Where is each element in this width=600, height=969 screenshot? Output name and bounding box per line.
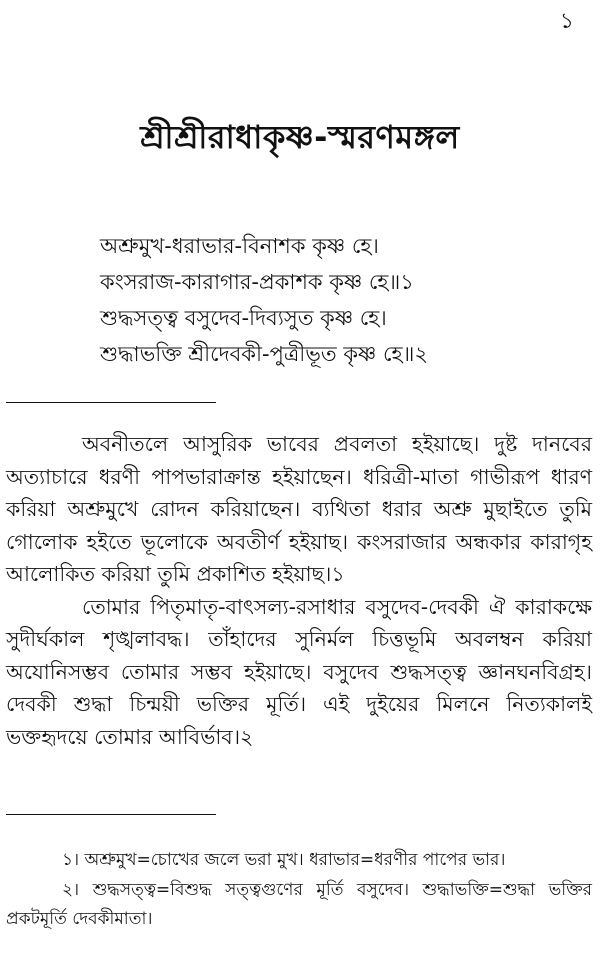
verse-line-2: কংসরাজ-কারাগার-প্রকাশক কৃষ্ণ হে॥১ — [100, 270, 414, 294]
footnote-divider — [6, 814, 216, 815]
page-title: শ্রীশ্রীরাধাকৃষ্ণ-স্মরণমঙ্গল — [140, 118, 460, 156]
footnote-2: ২। শুদ্ধসত্ত্ব=বিশুদ্ধ সত্ত্বগুণের মূর্তি বসুদেব। শুদ্ধাভক্তি=শুদ্ধা ভক্তির প্রকটমূর্তি দেবকীমাতা। — [6, 879, 592, 929]
footnotes — [6, 846, 592, 935]
commentary-paragraph-1: অবনীতলে আসুরিক ভাবের প্রবলতা হইয়াছে। দুষ্ট দানবের অত্যাচারে ধরণী পাপভারাক্রান্ত হইয়াছেন। ধরিত্রী-মাতা গাভীরূপ ধারণ করিয়া অশ্রুমুখে রোদন করিয়াছেন। ব্যথিতা ধরার অশ্রু মুছাইতে তুমি গোলোক হইতে ভূলোকে অবতীর্ণ হইয়াছ। কংসরাজার অন্ধকার কারাগৃহ আলোকিত করিয়া তুমি প্রকাশিত হইয়াছ।১ — [6, 432, 592, 586]
verse-line-1: অশ্রুমুখ-ধরাভার-বিনাশক কৃষ্ণ হে। — [100, 234, 379, 258]
verse-line-3: শুদ্ধসত্ত্ব বসুদেব-দিব্যসুত কৃষ্ণ হে। — [100, 306, 387, 330]
footnote-1: ১। অশ্রুমুখ=চোখের জলে ভরা মুখ। ধরাভার=ধরণীর পাপের ভার। — [62, 850, 506, 870]
verse-block — [100, 228, 580, 372]
verse-line-4: শুদ্ধাভক্তি শ্রীদেবকী-পুত্রীভূত কৃষ্ণ হে॥২ — [100, 342, 429, 366]
page-number: ১ — [559, 9, 574, 34]
commentary-paragraph-2: তোমার পিতৃমাতৃ-বাৎসল্য-রসাধার বসুদেব-দেবকী ঐ কারাকক্ষে সুদীর্ঘকাল শৃঙ্খলাবদ্ধ। তাঁহাদের সুনির্মল চিত্তভূমি অবলম্বন করিয়া অযোনিসম্ভব তোমার সম্ভব হইয়াছে। বসুদেব শুদ্ধসত্ত্ব জ্ঞানঘনবিগ্রহ। দেবকী শুদ্ধা চিন্ময়ী ভক্তির মূর্তি। এই দুইয়ের মিলনে নিত্যকালই ভক্তহৃদয়ে তোমার আবির্ভাব।২ — [6, 594, 592, 749]
section-divider-top — [6, 402, 216, 403]
commentary — [6, 428, 592, 753]
